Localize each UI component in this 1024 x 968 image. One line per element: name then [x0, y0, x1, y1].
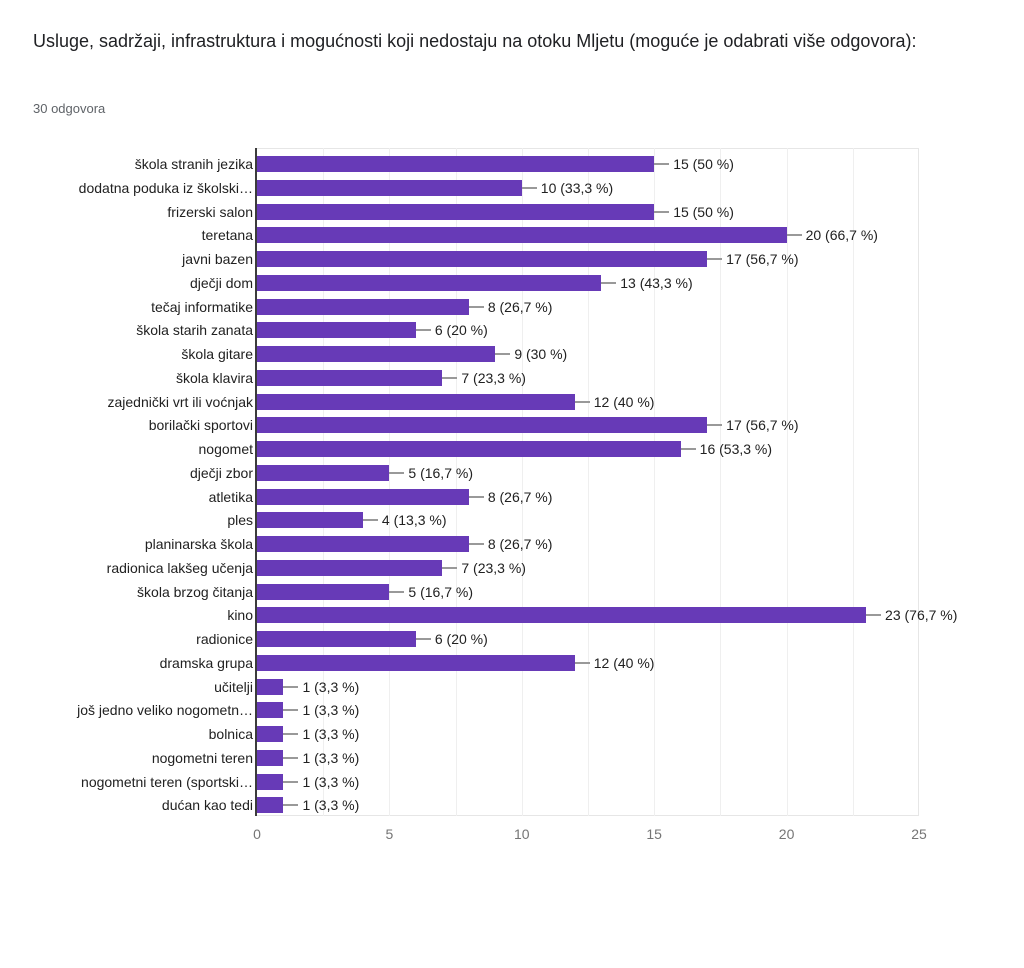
bar	[257, 702, 283, 718]
grid-line	[853, 148, 854, 816]
bar	[257, 536, 469, 552]
bar	[257, 655, 575, 671]
category-label: škola klavira	[175, 369, 253, 386]
value-label: 5 (16,7 %)	[408, 464, 473, 481]
value-label: 13 (43,3 %)	[620, 274, 693, 291]
value-connector	[654, 163, 669, 165]
value-label: 4 (13,3 %)	[381, 512, 447, 529]
category-label: radionice	[196, 631, 253, 647]
category-label: radionica lakšeg učenja	[106, 559, 253, 576]
bar	[257, 370, 442, 386]
x-tick-label: 5	[385, 826, 394, 842]
bar	[257, 797, 283, 813]
value-connector	[283, 781, 298, 783]
grid-line	[456, 148, 457, 816]
category-label: dječji dom	[189, 274, 253, 291]
value-label: 12 (40 %)	[593, 393, 655, 410]
value-label: 7 (23,3 %)	[461, 559, 526, 576]
category-label: škola starih zanata	[136, 322, 253, 339]
bar	[257, 299, 469, 315]
value-connector	[442, 567, 457, 569]
bar	[257, 417, 707, 433]
value-label: 9 (30 %)	[514, 346, 568, 362]
x-tick-label: 10	[514, 826, 530, 842]
bar	[257, 774, 283, 790]
x-tick-label: 0	[253, 826, 261, 842]
bar	[257, 584, 389, 600]
value-label: 10 (33,3 %)	[540, 179, 614, 196]
value-connector	[283, 733, 298, 735]
grid-line	[588, 148, 589, 816]
value-label: 8 (26,7 %)	[487, 536, 553, 552]
value-label: 8 (26,7 %)	[487, 488, 553, 505]
bar	[257, 560, 442, 576]
grid-line	[720, 148, 721, 816]
bar	[257, 465, 389, 481]
x-tick-label: 20	[778, 826, 795, 842]
bar	[257, 631, 416, 647]
bar	[257, 607, 866, 623]
bar	[257, 489, 469, 505]
category-label: atletika	[208, 488, 253, 505]
bar	[257, 726, 283, 742]
value-label: 1 (3,3 %)	[302, 749, 360, 766]
category-label: ples	[227, 512, 253, 529]
value-connector	[389, 591, 404, 593]
value-connector	[654, 211, 669, 213]
value-connector	[363, 519, 378, 521]
category-label: škola stranih jezika	[134, 156, 253, 172]
value-connector	[283, 757, 298, 759]
value-label: 7 (23,3 %)	[461, 369, 526, 386]
value-connector	[469, 306, 484, 308]
value-connector	[389, 472, 404, 474]
value-label: 8 (26,7 %)	[487, 298, 553, 315]
category-label: tečaj informatike	[151, 298, 253, 315]
question-title: Usluge, sadržaji, infrastruktura i mogućnosti koji nedostaju na otoku Mljetu (moguće je odabrati više odgovora):	[33, 31, 917, 51]
x-tick-label: 25	[911, 826, 927, 842]
category-label: planinarska škola	[144, 536, 253, 552]
bar	[257, 441, 681, 457]
value-label: 17 (56,7 %)	[726, 251, 799, 267]
grid-line	[522, 148, 523, 816]
bar	[257, 346, 495, 362]
value-label: 16 (53,3 %)	[699, 441, 773, 457]
value-connector	[416, 329, 431, 331]
value-connector	[787, 234, 802, 236]
category-label: borilački sportovi	[148, 417, 253, 434]
x-tick-label: 15	[646, 826, 662, 842]
value-connector	[469, 543, 484, 545]
value-label: 12 (40 %)	[593, 654, 655, 671]
grid-line	[654, 148, 655, 816]
bar	[257, 227, 787, 243]
value-label: 1 (3,3 %)	[302, 702, 360, 719]
value-label: 6 (20 %)	[434, 631, 488, 647]
category-label: nogometni teren	[151, 749, 253, 766]
value-label: 23 (76,7 %)	[885, 607, 958, 624]
bar	[257, 156, 654, 172]
value-label: 5 (16,7 %)	[408, 583, 473, 600]
bar	[257, 750, 283, 766]
value-label: 1 (3,3 %)	[302, 773, 360, 790]
bar	[257, 679, 283, 695]
category-label: učitelji	[214, 678, 253, 695]
value-connector	[522, 187, 537, 189]
value-connector	[283, 804, 298, 806]
bar	[257, 322, 416, 338]
value-connector	[575, 401, 590, 403]
value-connector	[469, 496, 484, 498]
value-connector	[495, 353, 510, 355]
category-label: frizerski salon	[167, 203, 253, 220]
category-label: javni bazen	[182, 251, 253, 267]
grid-line	[787, 148, 788, 816]
value-label: 1 (3,3 %)	[302, 797, 360, 814]
bar	[257, 394, 575, 410]
value-label: 17 (56,7 %)	[726, 417, 799, 434]
value-connector	[707, 258, 722, 260]
value-label: 6 (20 %)	[434, 322, 488, 339]
value-connector	[681, 448, 696, 450]
value-connector	[283, 709, 298, 711]
category-label: još jedno veliko nogometn…	[77, 702, 253, 719]
grid-line	[389, 148, 390, 816]
category-label: zajednički vrt ili voćnjak	[107, 393, 253, 410]
category-label: dramska grupa	[159, 654, 253, 671]
value-connector	[442, 377, 457, 379]
category-label: kino	[227, 607, 253, 624]
category-label: škola brzog čitanja	[137, 583, 253, 600]
category-label: bolnica	[208, 726, 253, 742]
bar	[257, 204, 654, 220]
category-label: teretana	[201, 227, 253, 244]
category-label: dječji zbor	[189, 464, 253, 481]
value-label: 20 (66,7 %)	[805, 227, 878, 244]
value-label: 15 (50 %)	[673, 156, 734, 172]
value-connector	[866, 614, 881, 616]
category-label: škola gitare	[181, 346, 253, 362]
bar	[257, 275, 601, 291]
category-label: nogometni teren (sportski…	[81, 773, 253, 790]
response-count: 30 odgovora	[33, 101, 106, 116]
value-connector	[601, 282, 616, 284]
category-label: dućan kao tedi	[161, 797, 253, 814]
value-label: 1 (3,3 %)	[302, 678, 360, 695]
bar	[257, 512, 363, 528]
category-label: nogomet	[198, 441, 253, 457]
value-connector	[283, 686, 298, 688]
value-connector	[707, 424, 722, 426]
bar	[257, 180, 522, 196]
category-label: dodatna poduka iz školski…	[78, 179, 253, 196]
value-connector	[416, 638, 431, 640]
value-label: 15 (50 %)	[673, 203, 734, 220]
bar	[257, 251, 707, 267]
value-connector	[575, 662, 590, 664]
value-label: 1 (3,3 %)	[302, 726, 360, 742]
